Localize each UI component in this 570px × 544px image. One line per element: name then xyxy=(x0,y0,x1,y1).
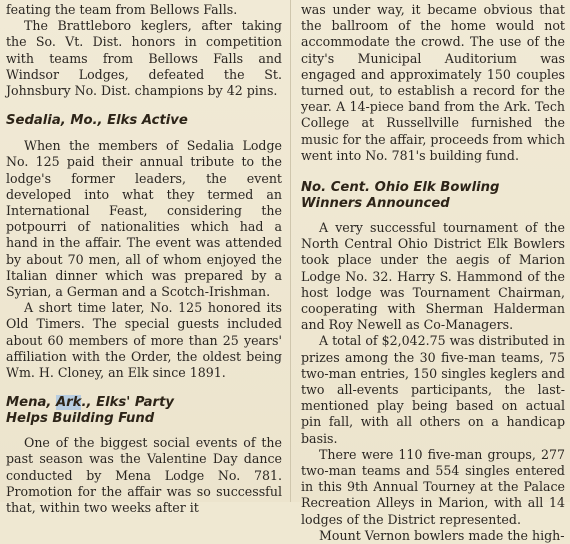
paragraph-brattleboro: The Brattleboro keglers, after taking the So. Vt. Dist. honors in competition with teams from Bellows Falls and Windsor Lodges, defeated the St. Johnsbury No. Dist. champions by 42 pins. xyxy=(6,18,282,99)
paragraph-sedalia-feast: When the members of Sedalia Lodge No. 125 paid their annual tribute to the lodge's former leaders, the event developed into what they termed an International Feast, considering the potpourri of nationalities which had a hand in the affair. The event was attended by about 70 men, all of whom enjoyed the Italian dinner which was prepared by a Syrian, a German and a Scotch-Irishman. xyxy=(6,138,282,300)
heading-mena xyxy=(6,395,282,427)
heading-mena-part2: ., Elks' Party xyxy=(81,395,174,411)
paragraph-ohio-tournament: A very successful tournament of the North Central Ohio District Elk Bowlers took place under the aegis of Marion Lodge No. 32. Harry S. Hammond of the host lodge was Tournament Chairman, cooperating with Sherman Halderman and Roy Newell as Co-Managers. xyxy=(301,220,565,333)
highlighted-word: Ark xyxy=(55,395,82,411)
paragraph-sedalia-oldtimers: A short time later, No. 125 honored its Old Timers. The special guests included about 60 members of more than 25 years' affiliation with the Order, the oldest being Wm. H. Cloney, an Elk since 1891. xyxy=(6,300,282,381)
paragraph-continuation: feating the team from Bellows Falls. xyxy=(6,2,238,17)
heading-mena-line2: Helps Building Fund xyxy=(6,411,155,427)
heading-sedalia: Sedalia, Mo., Elks Active xyxy=(6,113,188,129)
heading-mena-part1: Mena, xyxy=(6,395,56,411)
left-column xyxy=(6,2,282,516)
paragraph-ohio-entries: There were 110 five-man groups, 277 two-man teams and 554 singles entered in this 9th Annual Tourney at the Palace Recreation Alleys in Marion, with all 14 lodges of the District represented. xyxy=(301,446,565,527)
paragraph-ohio-mount-vernon: Mount Vernon bowlers made the high- xyxy=(319,527,565,543)
heading-ohio-line2: Winners Announced xyxy=(301,196,450,212)
heading-ohio-bowling xyxy=(301,180,565,212)
column-divider xyxy=(290,0,291,502)
paragraph-ohio-prizes: A total of $2,042.75 was distributed in prizes among the 30 five-man teams, 75 two-man entries, 150 singles keglers and two all-events participants, the last-mentioned play being based on actual pin fall, with all others on a handicap basis. xyxy=(301,333,565,446)
right-column xyxy=(301,2,565,544)
paragraph-mena-dance: One of the biggest social events of the past season was the Valentine Day dance conducted by Mena Lodge No. 781. Promotion for the affair was so successful that, within two weeks after it xyxy=(6,435,282,516)
paragraph-mena-continuation: was under way, it became obvious that the ballroom of the home would not accommodate the crowd. The use of the city's Municipal Auditorium was engaged and approximately 150 couples turned out, to establish a record for the year. A 14-piece band from the Ark. Tech College at Russellville furnished the music for the affair, proceeds from which went into No. 781's building fund. xyxy=(301,2,565,163)
heading-ohio-line1: No. Cent. Ohio Elk Bowling xyxy=(301,180,500,196)
